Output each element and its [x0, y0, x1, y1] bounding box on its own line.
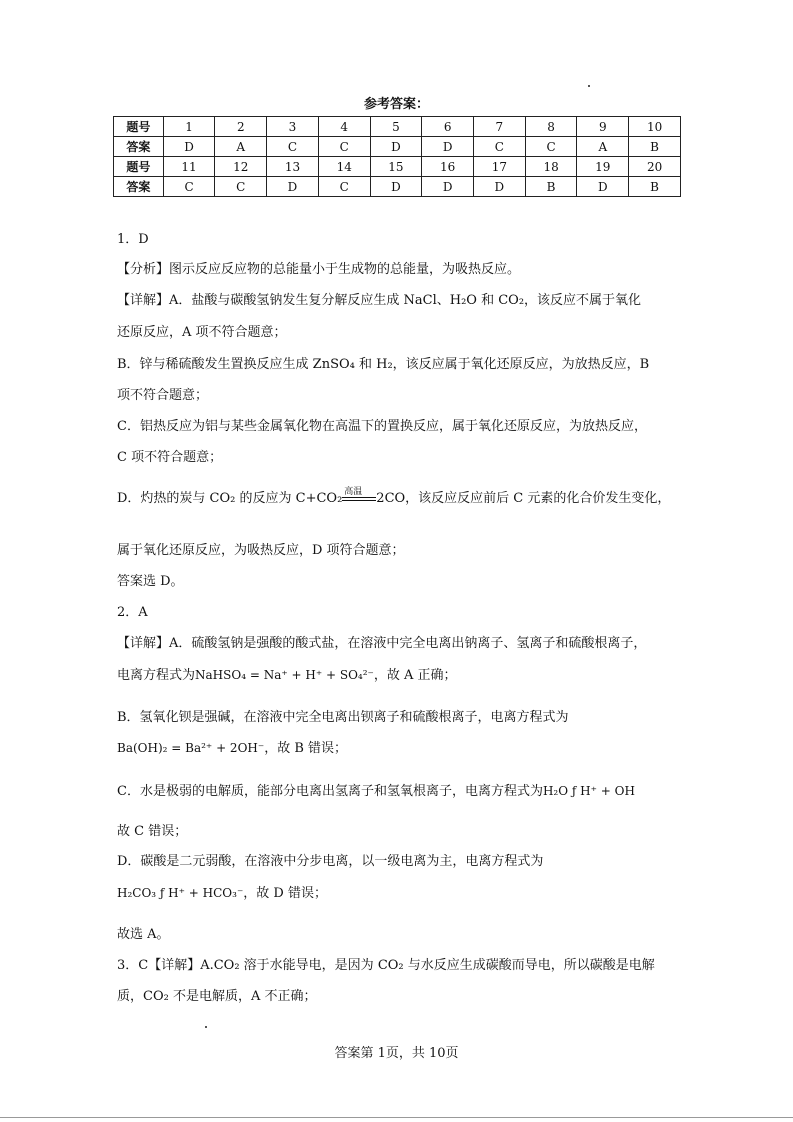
q2-c-text: C．水是极弱的电解质，能部分电离出氢离子和氢氧根离子，电离方程式为 — [117, 784, 543, 799]
table-row — [114, 157, 681, 177]
table-cell: 14 — [318, 157, 370, 177]
table-cell: D — [163, 137, 215, 157]
table-cell: D — [577, 177, 629, 197]
q3-line1: 3．C【详解】A.CO₂ 溶于水能导电，是因为 CO₂ 与水反应生成碳酸而导电，所以碳酸是电解 — [117, 958, 655, 973]
table-cell: D — [370, 177, 422, 197]
table-row — [114, 177, 681, 197]
q1-conclusion: 答案选 D。 — [117, 574, 184, 589]
q2-heading: 2．A — [117, 605, 148, 620]
row-label: 答案 — [114, 137, 164, 157]
q1-detail-a-line2: 还原反应，A 项不符合题意； — [117, 325, 287, 340]
page-divider — [0, 1117, 793, 1118]
table-cell: 13 — [267, 157, 319, 177]
table-cell: 1 — [163, 117, 215, 137]
answer-table — [113, 116, 681, 197]
q2-a-text: 电离方程式为 — [117, 668, 196, 683]
q2-option-c-line1 — [117, 782, 635, 801]
table-cell: A — [577, 137, 629, 157]
table-cell: B — [525, 177, 577, 197]
table-cell: 19 — [577, 157, 629, 177]
table-cell: B — [629, 177, 681, 197]
q2-d-equation: H₂CO₃ ƒ H⁺ + HCO₃⁻ — [117, 886, 244, 900]
table-cell: 20 — [629, 157, 681, 177]
table-cell: B — [629, 137, 681, 157]
table-cell: 10 — [629, 117, 681, 137]
q2-a-result: ，故 A 正确； — [373, 668, 457, 683]
table-cell: 12 — [215, 157, 267, 177]
table-cell: D — [370, 137, 422, 157]
table-cell: C — [267, 137, 319, 157]
q2-a-equation: NaHSO₄ = Na⁺ + H⁺ + SO₄²⁻ — [195, 668, 374, 682]
q1-option-b-line1: B．锌与稀硫酸发生置换反应生成 ZnSO₄ 和 H₂，该反应属于氧化还原反应，为放热反应，B — [117, 357, 650, 372]
q2-conclusion: 故选 A。 — [117, 927, 170, 942]
table-cell: 7 — [474, 117, 526, 137]
table-cell: 11 — [163, 157, 215, 177]
table-cell: 6 — [422, 117, 474, 137]
q1-option-c-line1: C．铝热反应为铝与某些金属氧化物在高温下的置换反应，属于氧化还原反应，为放热反应， — [117, 419, 647, 434]
q1-heading: 1．D — [117, 232, 149, 247]
table-cell: D — [474, 177, 526, 197]
q1-detail-a-line1: 【详解】A．盐酸与碳酸氢钠发生复分解反应生成 NaCl、H₂O 和 CO₂，该反应不属于氧化 — [117, 293, 642, 308]
q1-d-text-pre: D．灼热的炭与 CO₂ 的反应为 C+CO₂ — [117, 491, 343, 506]
table-cell: 4 — [318, 117, 370, 137]
page-footer: 答案第 1页，共 10页 — [334, 1046, 459, 1061]
scan-speck — [205, 1026, 207, 1028]
table-cell: D — [422, 137, 474, 157]
q1-option-b-line2: 项不符合题意； — [117, 388, 209, 403]
equilibrium-arrow-icon — [342, 486, 376, 506]
q2-option-d-line2 — [117, 884, 327, 903]
table-cell: C — [318, 177, 370, 197]
q1-option-d-line2: 属于氧化还原反应，为吸热反应，D 项符合题意； — [117, 543, 405, 558]
table-cell: 2 — [215, 117, 267, 137]
table-cell: A — [215, 137, 267, 157]
q2-c-equation: H₂O ƒ H⁺ + OH — [542, 784, 635, 798]
q2-detail-a-line1: 【详解】A．硫酸氢钠是强酸的酸式盐，在溶液中完全电离出钠离子、氢离子和硫酸根离子， — [117, 636, 647, 651]
q2-detail-a-line2 — [117, 666, 457, 685]
q1-d-text-post: 2CO，该反应反应前后 C 元素的化合价发生变化， — [376, 491, 671, 506]
row-label: 题号 — [114, 157, 164, 177]
q2-b-result: ，故 B 错误； — [264, 741, 348, 756]
table-cell: 16 — [422, 157, 474, 177]
table-cell: 3 — [267, 117, 319, 137]
q2-option-c-line2: 故 C 错误； — [117, 824, 188, 839]
q3-line2: 质，CO₂ 不是电解质，A 不正确； — [117, 989, 317, 1004]
q2-option-d-line1: D．碳酸是二元弱酸，在溶液中分步电离，以一级电离为主，电离方程式为 — [117, 854, 544, 869]
q1-analysis: 【分析】图示反应反应物的总能量小于生成物的总能量，为吸热反应。 — [117, 262, 521, 277]
q2-b-equation: Ba(OH)₂ = Ba²⁺ + 2OH⁻ — [117, 741, 265, 755]
table-cell: 8 — [525, 117, 577, 137]
table-row — [114, 137, 681, 157]
row-label: 答案 — [114, 177, 164, 197]
q2-option-b-line1: B．氢氧化钡是强碱，在溶液中完全电离出钡离子和硫酸根离子，电离方程式为 — [117, 710, 569, 725]
q2-d-result: ，故 D 错误； — [243, 886, 327, 901]
answer-key-title: 参考答案： — [363, 97, 429, 112]
row-label: 题号 — [114, 117, 164, 137]
table-cell: D — [267, 177, 319, 197]
table-cell: C — [215, 177, 267, 197]
table-cell: C — [163, 177, 215, 197]
table-cell: C — [525, 137, 577, 157]
table-cell: 18 — [525, 157, 577, 177]
table-cell: D — [422, 177, 474, 197]
q1-option-d-line1 — [117, 486, 671, 508]
table-cell: 9 — [577, 117, 629, 137]
table-cell: 15 — [370, 157, 422, 177]
table-cell: 5 — [370, 117, 422, 137]
table-cell: 17 — [474, 157, 526, 177]
table-row — [114, 117, 681, 137]
q2-option-b-line2 — [117, 739, 347, 758]
table-cell: C — [474, 137, 526, 157]
q1-option-c-line2: C 项不符合题意； — [117, 450, 223, 465]
reaction-condition: 高温 — [344, 486, 363, 497]
scan-speck — [588, 85, 590, 87]
table-cell: C — [318, 137, 370, 157]
